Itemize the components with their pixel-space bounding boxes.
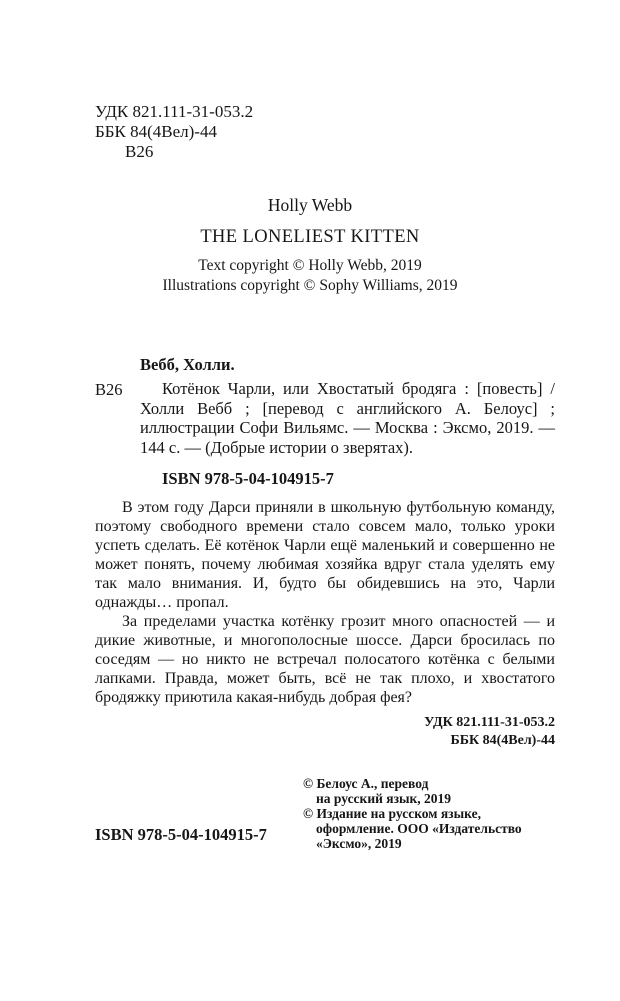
bottom-classification-codes <box>95 714 555 750</box>
original-title-block <box>65 195 555 295</box>
copyright-line-2: на русский язык, 2019 <box>316 791 452 806</box>
author-sign-code: В26 <box>125 142 154 161</box>
top-classification-codes <box>95 102 555 162</box>
bottom-udk-code: УДК 821.111-31-053.2 <box>424 715 555 730</box>
catalog-author-code: В26 <box>95 380 123 399</box>
copyright-line-4: оформление. ООО «Издательство <box>316 821 522 836</box>
bottom-row <box>95 776 555 851</box>
copyright-line-3: © Издание на русском языке, <box>303 806 481 821</box>
bbk-code: ББК 84(4Вел)-44 <box>95 122 217 141</box>
annotation-paragraph-2: За пределами участка котёнку грозит много опасностей — и дикие животные, и многополосные шоссе. Дарси бросилась по соседям — но никто не встречал полосатого котёнка с белыми лапками. Правда, может быть, всё не так плохо, и хвостатого бродяжку приютила какая-нибудь добрая фея? <box>95 613 555 706</box>
bottom-bbk-code: ББК 84(4Вел)-44 <box>450 733 555 748</box>
publisher-copyright-block <box>303 776 555 851</box>
catalog-description: Котёнок Чарли, или Хвостатый бродяга : [повесть] / Холли Вебб ; [перевод с английского А. Белоус] ; иллюстрации Софи Вильямс. — Москва : Эксмо, 2019. — 144 с. — (Добрые истории о зверятах). <box>140 379 555 457</box>
catalog-card-block <box>95 355 555 489</box>
illustrations-copyright-line: Illustrations copyright © Sophy Williams, 2019 <box>162 276 458 294</box>
original-title: THE LONELIEST KITTEN <box>200 227 420 247</box>
copyright-line-5: «Эксмо», 2019 <box>316 836 402 851</box>
annotation-block <box>95 498 555 707</box>
text-copyright-line: Text copyright © Holly Webb, 2019 <box>198 257 422 274</box>
catalog-entry <box>95 379 555 457</box>
udk-code: УДК 821.111-31-053.2 <box>95 102 254 121</box>
original-author: Holly Webb <box>267 195 353 215</box>
catalog-isbn: ISBN 978-5-04-104915-7 <box>162 469 334 488</box>
catalog-author-heading: Вебб, Холли. <box>140 355 235 374</box>
bottom-isbn: ISBN 978-5-04-104915-7 <box>95 825 267 844</box>
annotation-paragraph-1: В этом году Дарси приняли в школьную футбольную команду, поэтому свободного времени стало совсем мало, только уроки успеть сделать. Её котёнок Чарли ещё маленький и совершенно не может понять, почему любимая хозяйка вдруг стала уделять ему так мало внимания. И, будто бы обидевшись на это, Чарли однажды… пропал. <box>95 499 555 611</box>
copyright-line-1: © Белоус А., перевод <box>303 776 429 791</box>
original-copyright-lines <box>65 256 555 295</box>
